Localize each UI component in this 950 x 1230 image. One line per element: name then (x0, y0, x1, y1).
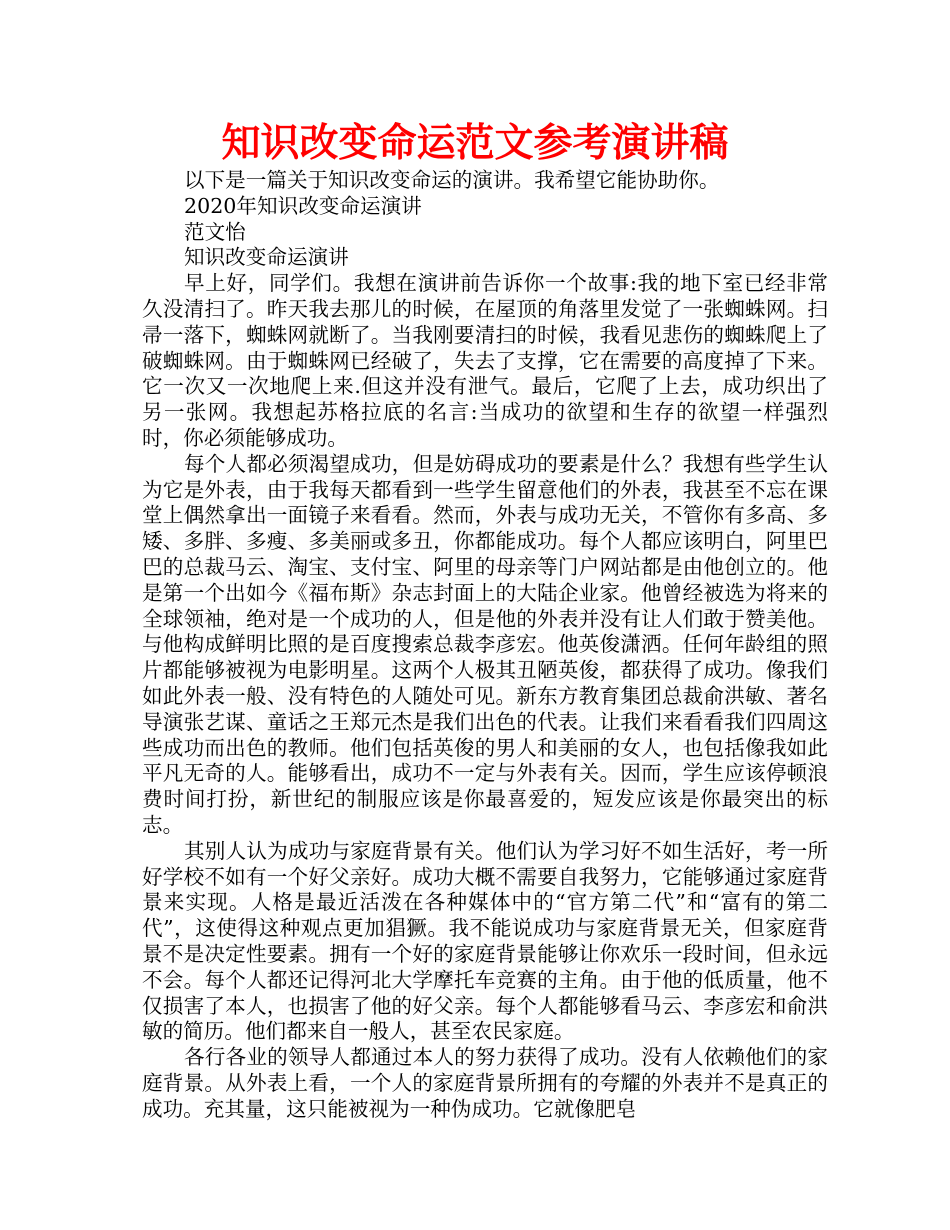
document-body (142, 168, 828, 1122)
speech-year-line: 2020年知识改变命运演讲 (184, 193, 422, 218)
document-title: 知识改变命运范文参考演讲稿 (221, 121, 729, 166)
paragraph-4: 各行各业的领导人都通过本人的努力获得了成功。没有人依赖他们的家庭背景。从外表上看，一个人的家庭背景所拥有的夸耀的外表并不是真正的成功。充其量，这只能被视为一种伪成功。它就像肥皂 (142, 1045, 828, 1121)
intro-line: 以下是一篇关于知识改变命运的演讲。我希望它能协助你。 (184, 168, 720, 192)
speech-subtitle: 知识改变命运演讲 (184, 245, 349, 270)
paragraph-1: 早上好，同学们。我想在演讲前告诉你一个故事:我的地下室已经非常久没清扫了。昨天我去那儿的时候，在屋顶的角落里发觉了一张蜘蛛网。扫帚一落下，蜘蛛网就断了。当我刚要清扫的时候，我看见悲伤的蜘蛛爬上了破蜘蛛网。由于蜘蛛网已经破了，失去了支撑，它在需要的高度掉了下来。它一次又一次地爬上来.但这并没有泄气。最后，它爬了上去，成功织出了另一张网。我想起苏格拉底的名言:当成功的欲望和生存的欲望一样强烈时，你必须能够成功。 (142, 271, 828, 450)
paragraph-2: 每个人都必须渴望成功，但是妨碍成功的要素是什么？我想有些学生认为它是外表，由于我每天都看到一些学生留意他们的外表，我甚至不忘在课堂上偶然拿出一面镜子来看看。然而，外表与成功无关，不管你有多高、多矮、多胖、多瘦、多美丽或多丑，你都能成功。每个人都应该明白，阿里巴巴的总裁马云、淘宝、支付宝、阿里的母亲等门户网站都是由他创立的。他是第一个出如今《福布斯》杂志封面上的大陆企业家。他曾经被选为将来的全球领袖，绝对是一个成功的人，但是他的外表并没有让人们敢于赞美他。与他构成鲜明比照的是百度搜索总裁李彦宏。他英俊潇洒。任何年龄组的照片都能够被视为电影明星。这两个人极其丑陋英俊，都获得了成功。像我们如此外表一般、没有特色的人随处可见。新东方教育集团总裁俞洪敏、著名导演张艺谋、童话之王郑元杰是我们出色的代表。让我们来看看我们四周这些成功而出色的教师。他们包括英俊的男人和美丽的女人，也包括像我如此平凡无奇的人。能够看出，成功不一定与外表有关。因而，学生应该停顿浪费时间打扮，新世纪的制服应该是你最喜爱的，短发应该是你最突出的标志。 (142, 451, 828, 837)
paragraph-3: 其别人认为成功与家庭背景有关。他们认为学习好不如生活好，考一所好学校不如有一个好父亲好。成功大概不需要自我努力，它能够通过家庭背景来实现。人格是最近活泼在各种媒体中的“官方第二代”和“富有的第二代”，这使得这种观点更加猖獗。我不能说成功与家庭背景无关，但家庭背景不是决定性要素。拥有一个好的家庭背景能够让你欢乐一段时间，但永远不会。每个人都还记得河北大学摩托车竞赛的主角。由于他的低质量，他不仅损害了本人，也损害了他的好父亲。每个人都能够看马云、李彦宏和俞洪敏的简历。他们都来自一般人，甚至农民家庭。 (142, 838, 828, 1044)
author-line: 范文怡 (184, 219, 246, 244)
